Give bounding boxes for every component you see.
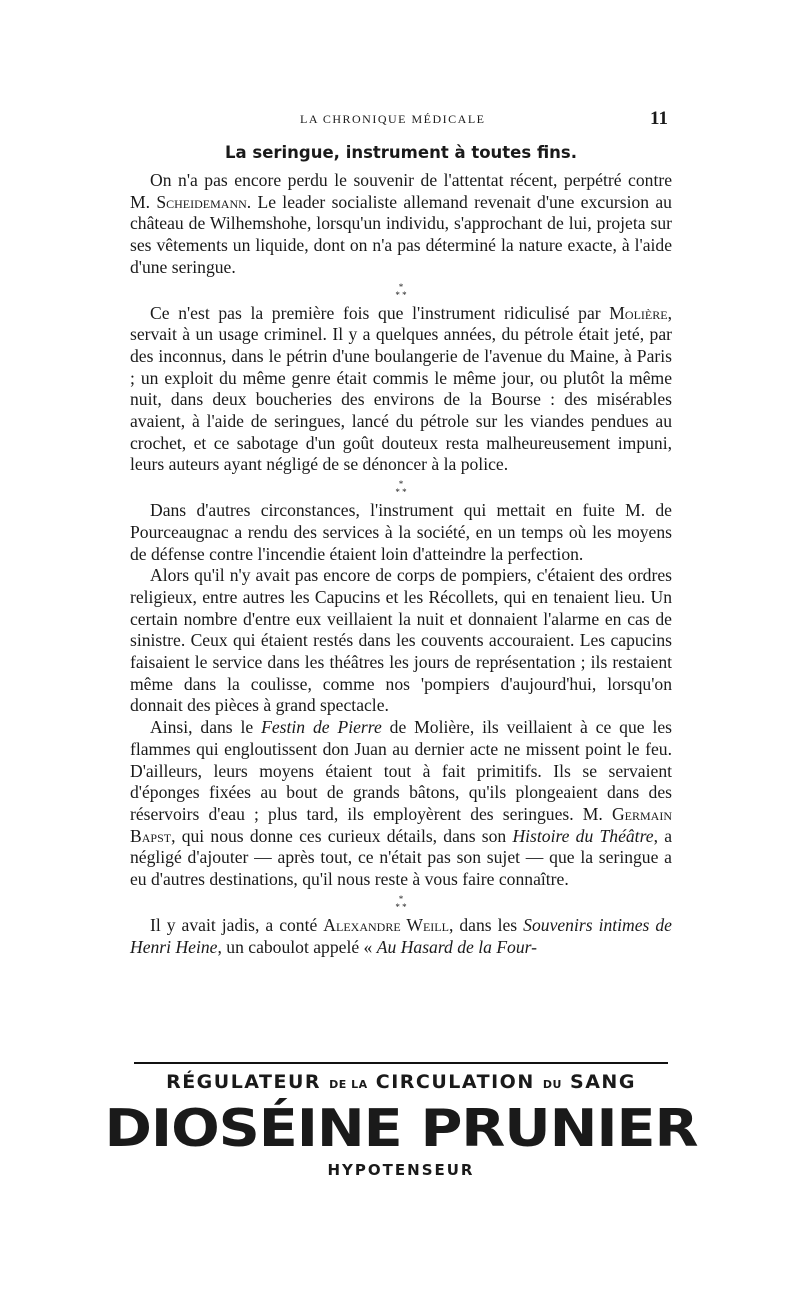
ad-subtitle: HYPOTENSEUR bbox=[327, 1161, 475, 1179]
running-title: LA CHRONIQUE MÉDICALE bbox=[300, 112, 486, 126]
page-number: 11 bbox=[650, 108, 668, 129]
asterism-separator: * * * bbox=[395, 479, 407, 498]
quoted-name: Au Hasard de la Four- bbox=[376, 936, 538, 957]
paragraph-6: Il y avait jadis, a conté Alexandre Weill, dans les Souvenirs intimes de Henri Heine, un caboulot appelé « Au Hasard de la Four- bbox=[130, 914, 672, 957]
asterism-separator: * * * bbox=[395, 281, 407, 300]
ad-divider bbox=[134, 1062, 668, 1064]
asterism-separator: * * * bbox=[395, 893, 407, 912]
paragraph-4: Alors qu'il n'y avait pas encore de corps de pompiers, c'étaient des ordres religieux, entre autres les Capucins et les Récollets, qui en tenaient lieu. Un certain nombre d'entre eux veillaient la nuit et donnaient l'alarme en cas de sinistre. Ceux qui étaient restés dans les couvents accouraient. Les capucins faisaient le service dans les théâtres les jours de représentation ; ils restaient même dans la coulisse, comme nos 'pompiers d'aujourd'hui, lorsqu'on donnait des pièces à grand spectacle. bbox=[130, 565, 672, 716]
section-title: La seringue, instrument à toutes fins. bbox=[224, 143, 578, 162]
article-body bbox=[130, 170, 672, 958]
paragraph-1: On n'a pas encore perdu le souvenir de l'attentat récent, perpétré contre M. Scheidemann. Le leader socialiste allemand revenait d'une excursion au château de Wilhemshohe, lorsqu'un individu, s'approchant de lui, projeta sur ses vêtements un liquide, dont on n'a pas déterminé la nature exacte, à l'aide d'une seringue. bbox=[130, 170, 672, 277]
person-name: Molière bbox=[609, 302, 668, 323]
person-name: Scheidemann bbox=[156, 191, 247, 212]
ad-brand-name: DIOSÉINE PRUNIER bbox=[104, 1099, 698, 1159]
work-title: Festin de Pierre bbox=[261, 717, 382, 738]
paragraph-3: Dans d'autres circonstances, l'instrument qui mettait en fuite M. de Pourceaugnac a rendu des services à la société, en un temps où les moyens de défense contre l'incendie étaient loin d'atteindre la perfection. bbox=[130, 500, 672, 564]
paragraph-5: Ainsi, dans le Festin de Pierre de Molière, ils veillaient à ce que les flammes qui engloutissent don Juan au dernier acte ne missent point le feu. D'ailleurs, leurs moyens étaient tout à fait primitifs. Ils se servaient d'éponges fixées au bout de grands bâtons, qu'ils plongeaient dans des réservoirs d'eau ; plus tard, ils employèrent des seringues. M. Germain Bapst, qui nous donne ces curieux détails, dans son Histoire du Théâtre, a négligé d'ajouter — après tout, ce n'était pas son sujet — que la seringue a eu d'autres destinations, qu'il nous reste à vous faire connaître. bbox=[130, 717, 673, 890]
work-title: Histoire du Théâtre bbox=[512, 825, 654, 846]
running-header bbox=[130, 108, 672, 132]
work-title: Souvenirs intimes de Henri Heine bbox=[130, 914, 672, 957]
paragraph-2: Ce n'est pas la première fois que l'instrument ridiculisé par Molière, servait à un usage criminel. Il y a quelques années, du pétrole était jeté, par des inconnus, dans le pétrin d'une boulangerie de l'avenue du Maine, à Paris ; un exploit du même genre était commis le même jour, ou plutôt la même nuit, dans deux boucheries des environs de la Bourse : des misérables avaient, à l'aide de seringues, lancé du pétrole sur les viandes pendues au crochet, et ce sabotage d'un goût douteux resta malheureusement impuni, leurs auteurs ayant négligé de se dénoncer à la police. bbox=[130, 302, 672, 475]
advertisement bbox=[104, 1062, 698, 1179]
person-name: Alexandre Weill bbox=[323, 914, 449, 935]
ad-tagline: RÉGULATEUR DE LA CIRCULATION DU SANG bbox=[166, 1071, 636, 1093]
person-name: Germain Bapst bbox=[130, 803, 672, 846]
